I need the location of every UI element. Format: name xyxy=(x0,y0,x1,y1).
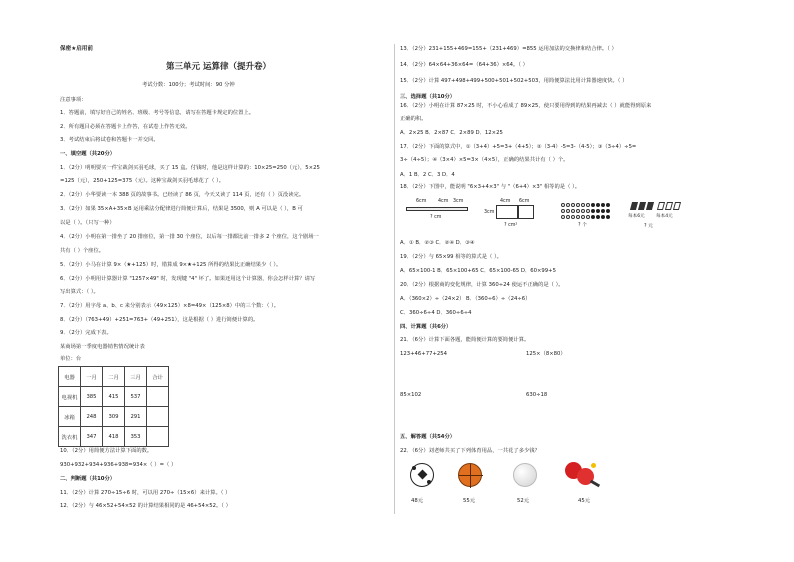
question-line: 18．（2分）下图中，能说明 "6×3+4×3" 与 "（6+4）×3" 相等的是（ ）。 xyxy=(400,184,580,190)
choice-line: A．（360×2）÷（24×2） B．（360÷6）÷（24÷6） xyxy=(400,296,531,302)
fig-label: 4cm xyxy=(500,199,511,204)
table-cell: 418 xyxy=(103,427,125,447)
question-line: 正确的积。 xyxy=(400,116,427,122)
table-cell: 洗衣机 xyxy=(59,427,81,447)
price-label: 48元 xyxy=(411,498,424,504)
left-column xyxy=(58,0,388,562)
calc-item: 123+46+77+254 xyxy=(400,351,448,357)
question-line: 19．（2分）与 65×99 相等的算式是（ ）。 xyxy=(400,254,502,260)
volleyball-icon xyxy=(513,463,537,487)
notes-heading: 注意事项： xyxy=(60,97,87,103)
section-heading: 二、判断题（共10分） xyxy=(60,476,116,482)
question-line: 15．（2分）计算 497+498+499+500+501+502+503，用简便算法比用计算器速度快。（ ） xyxy=(400,78,628,84)
fig-label: ? cm² xyxy=(504,223,518,228)
choice-line: A．① B．②③ C．②④ D．③④ xyxy=(400,240,475,246)
fig-label: ? 个 xyxy=(578,223,587,228)
choice-line: A．1 B．2 C．3 D．4 xyxy=(400,172,455,178)
table-cell xyxy=(147,387,169,407)
basketball-icon xyxy=(458,463,482,487)
question-line: 3÷（4÷5）；④（3×4）×5=3×（4×5），正确的结果共计有（ ）个。 xyxy=(400,157,569,163)
question-line: 6．（2分）小明用计算器计算 "1257×49" 时，发现键 "4" 坏了。如果还用这个计算器，你会怎样计算？请写 xyxy=(60,276,316,282)
choice-line: A．2×25 B．2×87 C．2×89 D．12×25 xyxy=(400,130,503,136)
table-header-cell: 电器 xyxy=(59,367,81,387)
price-label: 52元 xyxy=(517,498,530,504)
column-divider xyxy=(394,44,395,514)
table-header-cell: 三月 xyxy=(125,367,147,387)
dot-grid xyxy=(561,203,611,221)
note-item: 2．所有题目必须在答题卡上作答，在试卷上作答无效。 xyxy=(60,124,191,130)
question-line: 11．（2分）计算 270÷15÷6 时，可以用 270÷（15×6）来计算。（ ） xyxy=(60,490,231,496)
table-cell: 291 xyxy=(125,407,147,427)
table-header-cell: 二月 xyxy=(103,367,125,387)
question-line: 7．（2分）用字母 a、b、c 来分别表示（49×125）×8=49×（125×8）中的三个数：（ ）。 xyxy=(60,303,280,309)
exam-subtitle: 考试分数：100分；考试时间：90 分钟 xyxy=(142,82,235,88)
price-label: 55元 xyxy=(463,498,476,504)
table-header-row xyxy=(59,367,169,387)
section-heading: 三、选择题（共10分） xyxy=(400,94,456,100)
fig-label: ? 元 xyxy=(644,224,653,229)
question-line: 12．（2分）与 46×52+54×52 的计算结果相同的是 46+54×52。（ ） xyxy=(60,503,231,509)
question-line: 20．（2分）根据商的变化规律，计算 360÷24 使运不正确的是（ ）。 xyxy=(400,282,564,288)
fig-label: 4cm xyxy=(438,199,449,204)
rect-b xyxy=(518,205,534,219)
right-column xyxy=(400,0,745,562)
rect-a xyxy=(496,205,518,219)
question-line: 10．（2分）用简便方法计算下面的数。 xyxy=(60,448,153,454)
table-cell: 248 xyxy=(81,407,103,427)
sales-table xyxy=(58,366,169,447)
question-line: 16．（2分）小明在计算 87×25 时，不小心看成了 89×25，使只要用得到的结果再减去（ ）就能得到原来 xyxy=(400,103,652,109)
table-cell xyxy=(147,427,169,447)
question-line: 1．（2分）明明要买一件宝裁剑买羽毛球，买了 15 盒。付钱时，他是这样计算的：10×25=250（元），5×25 xyxy=(60,165,320,171)
table-unit: 单位：台 xyxy=(60,356,82,362)
question-line: 4．（2分）小明在第一排坐了 20 排座位，第一排 30 个座位，以后每一排都比前一排多 2 个座位，这个剧场一 xyxy=(60,234,319,240)
table-cell: 347 xyxy=(81,427,103,447)
table-cell xyxy=(147,407,169,427)
question-line: 17．（2分）下面的算式中，①（3+4）+5=3+（4+5）；②（3-4）-5=3-（4-5）；③（3÷4）÷5= xyxy=(400,144,637,150)
fig-label: 每本6元 xyxy=(628,214,645,219)
table-caption: 某商场第一季度电器销售情况统计表 xyxy=(60,344,145,350)
question-line: 22．（6分）刘老师共买了下列体育用品，一共花了多少钱？ xyxy=(400,448,540,454)
fig-label: ? cm xyxy=(430,215,442,220)
question-line: 以是（ ）。（只写一种） xyxy=(60,220,115,226)
table-cell: 353 xyxy=(125,427,147,447)
fig-label: 3cm xyxy=(453,199,464,204)
price-label: 45元 xyxy=(578,498,591,504)
question-line: 共有（ ）个座位。 xyxy=(60,248,105,254)
note-item: 1．答题前，填写好自己的姓名、班级、考号等信息，请写在答题卡规定的位置上。 xyxy=(60,110,255,116)
table-header-cell: 一月 xyxy=(81,367,103,387)
table-cell: 415 xyxy=(103,387,125,407)
calc-item: 125×（8×80） xyxy=(526,351,566,357)
question-line: 3．（2分）如果 35×A+35×B 运用乘法分配律进行简便计算后，结果是 3500，则 A 可以是（ ），B 可 xyxy=(60,206,303,212)
section-heading: 一、填空题（共20分） xyxy=(60,151,116,157)
book-stack xyxy=(631,200,681,212)
section-heading: 五、解答题（共54分） xyxy=(400,434,456,440)
figure-18 xyxy=(406,197,736,235)
fig-label: 3cm xyxy=(484,210,495,215)
calc-item: 85×102 xyxy=(400,392,422,398)
table-row xyxy=(59,387,169,407)
question-line: 写出算式：（ ）。 xyxy=(60,289,99,295)
question-line: 14．（2分）64×64+36×64=（64+36）×64。（ ） xyxy=(400,62,528,68)
table-cell: 385 xyxy=(81,387,103,407)
note-item: 3．考试结束后将试卷和答题卡一并交回。 xyxy=(60,137,159,143)
table-cell: 电视机 xyxy=(59,387,81,407)
table-row xyxy=(59,407,169,427)
question-line: 5．（2分）小马在计算 9×（★+125）时，错算成 9×★+125 所得的结果比正确结果少（ ）。 xyxy=(60,262,282,268)
ping-pong-paddles-icon xyxy=(563,460,603,490)
section-heading: 四、计算题（共6分） xyxy=(400,324,452,330)
question-line: 13．（2分）231+155+469=155+（231+469）=855 运用加法的交换律和结合律。（ ） xyxy=(400,46,617,52)
exam-title: 第三单元 运算律（提升卷） xyxy=(166,62,271,72)
segment-bar xyxy=(406,207,468,211)
table-cell: 537 xyxy=(125,387,147,407)
choice-line: A．65×100-1 B．65×100+65 C．65×100-65 D．60×99+5 xyxy=(400,268,556,274)
table-cell: 冰箱 xyxy=(59,407,81,427)
fig-label: 6cm xyxy=(416,199,427,204)
calc-item: 630÷18 xyxy=(526,392,548,398)
question-line: 2．（2分）小华要读一本 388 页的故事书。已经读了 86 页，今天又读了 114 页，还有（ ）页没读完。 xyxy=(60,192,305,198)
question-line: 930+932+934+936+938=934×（ ）=（ ） xyxy=(60,462,177,468)
question-line: 21．（6分）计算下面各题，能简便计算的要简便计算。 xyxy=(400,337,530,343)
table-cell: 309 xyxy=(103,407,125,427)
table-row xyxy=(59,427,169,447)
fig-label: 6cm xyxy=(519,199,530,204)
question-line: =125（元），250+125=375（元）。这种宝裁剑买羽毛球花了（ ）。 xyxy=(60,178,225,184)
question-line: 8．（2分）（763+49）+251=763+（49+251），这是根据（ ）进行简便计算的。 xyxy=(60,317,259,323)
secret-label: 保密★启用前 xyxy=(60,46,93,52)
football-icon xyxy=(410,463,434,487)
question-line: 9．（2分）完成下表。 xyxy=(60,330,112,336)
fig-label: 每本4元 xyxy=(656,214,673,219)
choice-line: C．360÷6÷4 D．360÷6÷4 xyxy=(400,310,472,316)
table-header-cell: 合计 xyxy=(147,367,169,387)
